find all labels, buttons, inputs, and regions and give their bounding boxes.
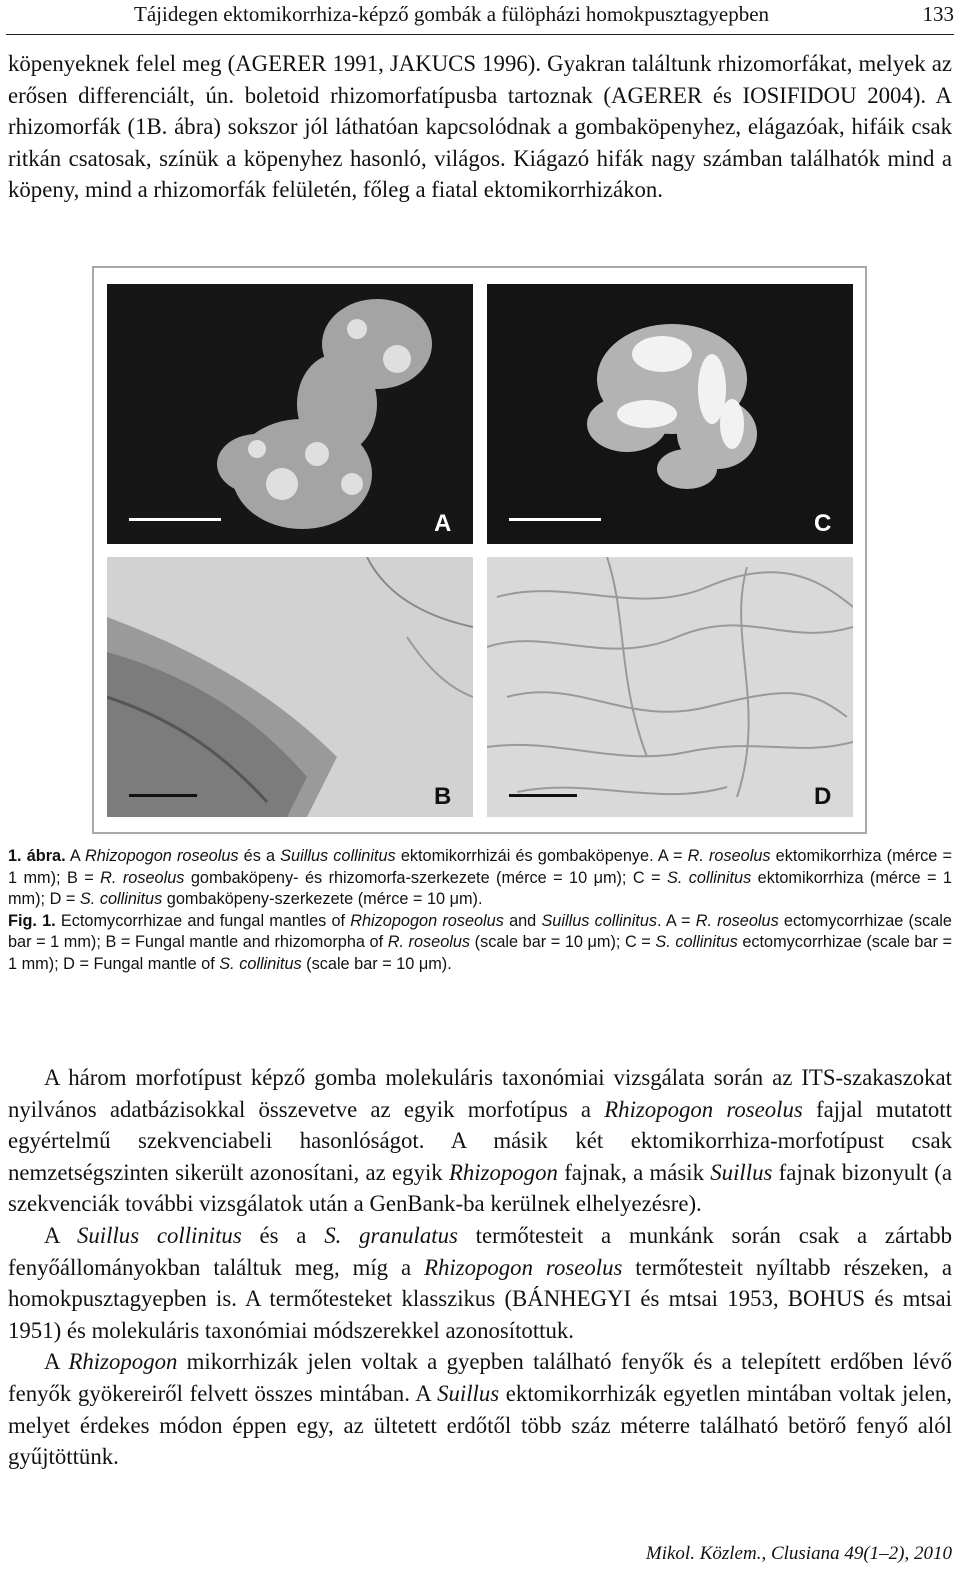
- species-name: S. collinitus: [655, 933, 738, 951]
- figure-panel-c: [487, 284, 853, 544]
- paragraph-1: [8, 1062, 952, 1220]
- text-run: (scale bar = 10 μm); C =: [470, 933, 656, 951]
- text-run: fajjal mutatott egyértelmű szekvenciabeli hasonlóságot. A másik két ektomikorrhiza-morfotípust csak nemzetségszinten sikerült azonosítani, az egyik: [8, 1096, 952, 1185]
- figure-caption: [8, 846, 952, 975]
- text-run: A: [44, 1349, 69, 1375]
- figure-panel-b: [107, 557, 473, 817]
- text-run: 1991, J: [326, 51, 399, 76]
- species-name: S. collinitus: [666, 868, 752, 887]
- text-run: fajnak, a másik: [557, 1159, 711, 1185]
- text-run: ektomikorrhizái és gombaköpenye. A =: [395, 847, 688, 865]
- text-run: ectomycorrhizae (scale bar = 1 mm); D = Fungal mantle of: [8, 933, 952, 973]
- species-name: R. roseolus: [695, 911, 779, 930]
- text-run: és a: [241, 1222, 325, 1248]
- text-run: mikorrhizák jelen voltak a gyepben található fenyők és a telepített erdőben lévő fenyők gyökereiről felvett összes mintában. A: [8, 1349, 953, 1406]
- species-name: Rhizopogon roseolus: [604, 1096, 803, 1122]
- paragraph-2: [8, 1220, 952, 1346]
- text-run: termőtesteit a munkánk során csak a zártabb fenyőállományokban találtuk meg, míg a: [8, 1222, 953, 1280]
- text-run: gombaköpeny- és rhizomorfa-szerkezete (mérce = 10 μm); C =: [184, 868, 667, 887]
- species-name: Rhizopogon roseolus: [84, 847, 239, 865]
- panel-label-d: D: [814, 783, 832, 810]
- text-run: ektomikorrhiza (mérce = 1 mm); D =: [8, 868, 952, 908]
- caption-english: [8, 911, 952, 976]
- page-number: 133: [922, 2, 954, 26]
- text-run: . A =: [657, 911, 696, 930]
- author-smallcaps: GERER: [251, 51, 327, 76]
- text-run: (scale bar = 10 μm).: [301, 954, 452, 973]
- text-run: A három morfotípust képző gomba molekuláris taxonómiai vizsgálata során az ITS-szakaszokat nyilvános adatbázisokkal összevetve az egyik morfotípus a: [8, 1065, 952, 1122]
- text-run: 1996). Gyakran találtunk rhizomorfákat, melyek az erősen differenciált, ún. boletoid rhizomorfatípusba tartoznak (A: [8, 51, 952, 108]
- text-run: és mtsai 1951) és molekuláris taxonómiai módszerekkel azonosítottuk.: [8, 1286, 952, 1343]
- figure-panel-a: [107, 284, 473, 544]
- species-name: S. collinitus: [219, 954, 302, 973]
- text-run: köpenyeknek felel meg (A: [8, 51, 252, 76]
- intro-paragraph: [8, 48, 952, 206]
- species-name: Suillus: [710, 1159, 773, 1185]
- species-name: Rhizopogon: [68, 1349, 178, 1375]
- species-name: Suillus collinitus: [77, 1222, 242, 1248]
- micrograph-c: [487, 284, 853, 544]
- species-name: Rhizopogon roseolus: [424, 1254, 623, 1280]
- species-name: Rhizopogon roseolus: [350, 911, 504, 930]
- running-header: [6, 0, 954, 35]
- species-name: R. roseolus: [387, 933, 471, 951]
- text-run: 2004). A rhizomorfák (1B. ábra) sokszor jól láthatóan kapcsolódnak a gombaköpenyhez, elágazóak, hifáik csak ritkán csatosak, színük a köpenyhez hasonló, világos. Kiágazó hifák nagy számban találhatók mind a köpeny, mind a rhizomorfák felületén, főleg a fiatal ektomikorrhizákon.: [8, 82, 952, 203]
- micrograph-d: [487, 557, 853, 817]
- panel-label-a: A: [434, 510, 452, 537]
- figure-1: [92, 266, 867, 834]
- author-smallcaps: ÁNHEGYI: [527, 1286, 632, 1312]
- species-name: R. roseolus: [687, 847, 771, 865]
- micrograph-b: [107, 557, 473, 817]
- text-run: fajnak bizonyult (a szekvenciák további vizsgálatok után a GenBank-ba kerülnek elhelyezésre).: [8, 1159, 952, 1217]
- author-smallcaps: GERER: [627, 82, 703, 108]
- main-text: [8, 1062, 952, 1473]
- text-run: és I: [702, 82, 751, 108]
- species-name: R. roseolus: [100, 868, 185, 887]
- caption-lead: 1. ábra.: [8, 847, 66, 865]
- text-run: ektomikorrhizák egyetlen mintában voltak jelen, melyet érdekes módon éppen egy, az ültetett erdőtől több száz méterre található betörő fenyő alól gyűjtöttünk.: [8, 1380, 952, 1470]
- text-run: termőtesteit nyíltabb részeken, a homokpusztagyepben is. A termőtesteket klasszikus (B: [8, 1254, 952, 1312]
- species-name: S. granulatus: [324, 1222, 458, 1248]
- text-run: A: [65, 847, 85, 865]
- panel-label-b: B: [434, 783, 452, 810]
- caption-lead: Fig. 1.: [8, 911, 56, 930]
- text-run: Ectomycorrhizae and fungal mantles of: [55, 911, 351, 930]
- species-name: Rhizopogon: [448, 1159, 558, 1185]
- caption-hungarian: [8, 846, 952, 911]
- species-name: Suillus: [437, 1380, 500, 1406]
- species-name: Suillus collinitus: [280, 847, 396, 865]
- species-name: S. collinitus: [79, 890, 163, 908]
- text-run: és mtsai 1953, B: [631, 1286, 804, 1312]
- figure-panel-d: [487, 557, 853, 817]
- text-run: ektomikorrhiza (mérce = 1 mm); B =: [8, 847, 952, 887]
- text-run: and: [503, 911, 542, 930]
- paragraph-3: [8, 1346, 952, 1472]
- panel-label-c: C: [814, 510, 832, 537]
- running-title: Tájidegen ektomikorrhiza-képző gombák a fülöpházi homokpusztagyepben: [134, 2, 770, 26]
- text-run: ectomycorrhizae (scale bar = 1 mm); B = Fungal mantle and rhizomorpha of: [8, 911, 952, 951]
- author-smallcaps: OSIFIDOU: [750, 82, 857, 108]
- species-name: Suillus collinitus: [541, 911, 658, 930]
- text-run: A: [44, 1222, 77, 1248]
- author-smallcaps: AKUCS: [398, 51, 477, 76]
- micrograph-a: [107, 284, 473, 544]
- text-run: és a: [238, 847, 281, 865]
- text-run: gombaköpeny-szerkezete (mérce = 10 μm).: [162, 890, 483, 908]
- author-smallcaps: OHUS: [803, 1286, 866, 1312]
- journal-citation: Mikol. Közlem., Clusiana 49(1–2), 2010: [645, 1543, 952, 1564]
